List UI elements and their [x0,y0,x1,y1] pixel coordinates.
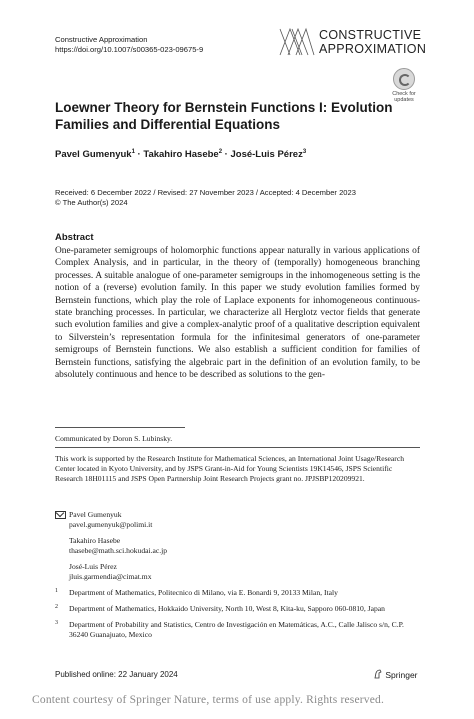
contact-email[interactable]: jluis.garmendia@cimat.mx [69,572,152,581]
contact-email[interactable]: pavel.gumenyuk@polimi.it [69,520,153,529]
affiliation-list [55,588,420,646]
published-date: Published online: 22 January 2024 [55,670,178,679]
publisher-name: Springer [385,670,418,680]
article-title: Loewner Theory for Bernstein Functions I: Evolution Families and Differential Equations [55,100,393,132]
journal-logo-icon [278,27,316,57]
author-list [55,149,306,160]
courtesy-notice: Content courtesy of Springer Nature, terms of use apply. Rights reserved. [32,694,385,706]
logo-line-1: CONSTRUCTIVE [319,28,422,42]
contact-email[interactable]: thasebe@math.sci.hokudai.ac.jp [69,546,168,555]
affiliation-entry [55,604,420,614]
springer-horse-icon [373,669,383,679]
author-affil-mark: 1 [131,149,135,155]
affiliation-number: 2 [55,604,58,610]
doi-link[interactable]: https://doi.org/10.1007/s00365-023-09675-9 [55,45,204,54]
funding-note: This work is supported by the Research Institute for Mathematical Sciences, an International Joint Usage/Research Center located in Kyoto University, and by JSPS Grant-in-Aid for Young Scientists 19K14546, JSPS Scientific Research 18H01115 and JSPS Open Partnership Joint Research Projects grant no. JPJSBP120209921. [55,454,404,483]
logo-line-2: APPROXIMATION [319,42,427,56]
affiliation-number: 1 [55,588,58,594]
abstract-heading: Abstract [55,232,94,243]
contact-entry [55,562,167,582]
journal-name: Constructive Approximation [55,35,148,44]
footnote-divider [55,447,420,448]
contact-name: José-Luis Pérez [69,562,117,571]
contact-entry [55,510,167,530]
affiliation-entry [55,620,420,640]
author-name[interactable]: Takahiro Hasebe [143,149,219,161]
affiliation-text: Department of Mathematics, Hokkaido University, North 10, West 8, Kita-ku, Sapporo 060-0810, Japan [69,604,385,613]
affiliation-text: Department of Mathematics, Politecnico di Milano, via E. Bonardi 9, 20133 Milan, Italy [69,588,338,597]
abstract-text: One-parameter semigroups of holomorphic functions appear naturally in various applications of Complex Analysis, and in particular, in the theory of (temporally) homogeneous branching processes. A suitable analogue of one-parameter semigroups in the inhomogeneous setting is the notion of a (reverse) evolution family. In this paper we study evolution families formed by Bernstein functions, which play the role of Laplace exponents for inhomogeneous continuous-state branching processes. In particular, we characterize all Herglotz vector fields that generate such evolution families and give a complex-analytic proof of a qualitative description equivalent to Silverstein’s representation formula for the infinitesimal generators of one-parameter semigroups of Bernstein functions. We also establish a sufficient condition for families of Bernstein functions, satisfying the algebraic part in the definition of an evolution family, to be absolutely continuous and hence to be described as solutions to the gen- [55,246,420,381]
envelope-icon [55,511,66,519]
refresh-icon [393,68,415,90]
article-history [55,188,356,208]
journal-logo-text [319,28,426,56]
badge-line-1: Check for [392,91,416,97]
affiliation-text: Department of Probability and Statistics, Centro de Investigación en Matemáticas, A.C., Calle Jalisco s/n, C.P. 36240 Guanajuato, Mexico [69,620,404,639]
affiliation-entry [55,588,420,598]
contact-entry [55,536,167,556]
contact-list [55,510,167,588]
author-separator: · [134,149,144,161]
contact-name: Pavel Gumenyuk [69,510,122,519]
journal-header [55,35,203,55]
author-affil-mark: 2 [218,149,223,155]
badge-line-2: updates [394,97,414,103]
communicated-note: Communicated by Doron S. Lubinsky. [55,434,173,443]
author-name[interactable]: José-Luis Pérez [230,149,303,161]
footnote-divider [55,427,185,428]
check-for-updates-badge[interactable] [388,68,420,102]
affiliation-number: 3 [55,620,58,626]
publisher-logo [373,669,418,680]
contact-name: Takahiro Hasebe [69,536,121,545]
license-line: © The Author(s) 2024 [55,198,128,207]
author-name[interactable]: Pavel Gumenyuk [55,149,132,161]
dates-line: Received: 6 December 2022 / Revised: 27 November 2023 / Accepted: 4 December 2023 [55,188,356,197]
author-affil-mark: 3 [302,149,307,155]
author-separator: · [222,149,231,161]
